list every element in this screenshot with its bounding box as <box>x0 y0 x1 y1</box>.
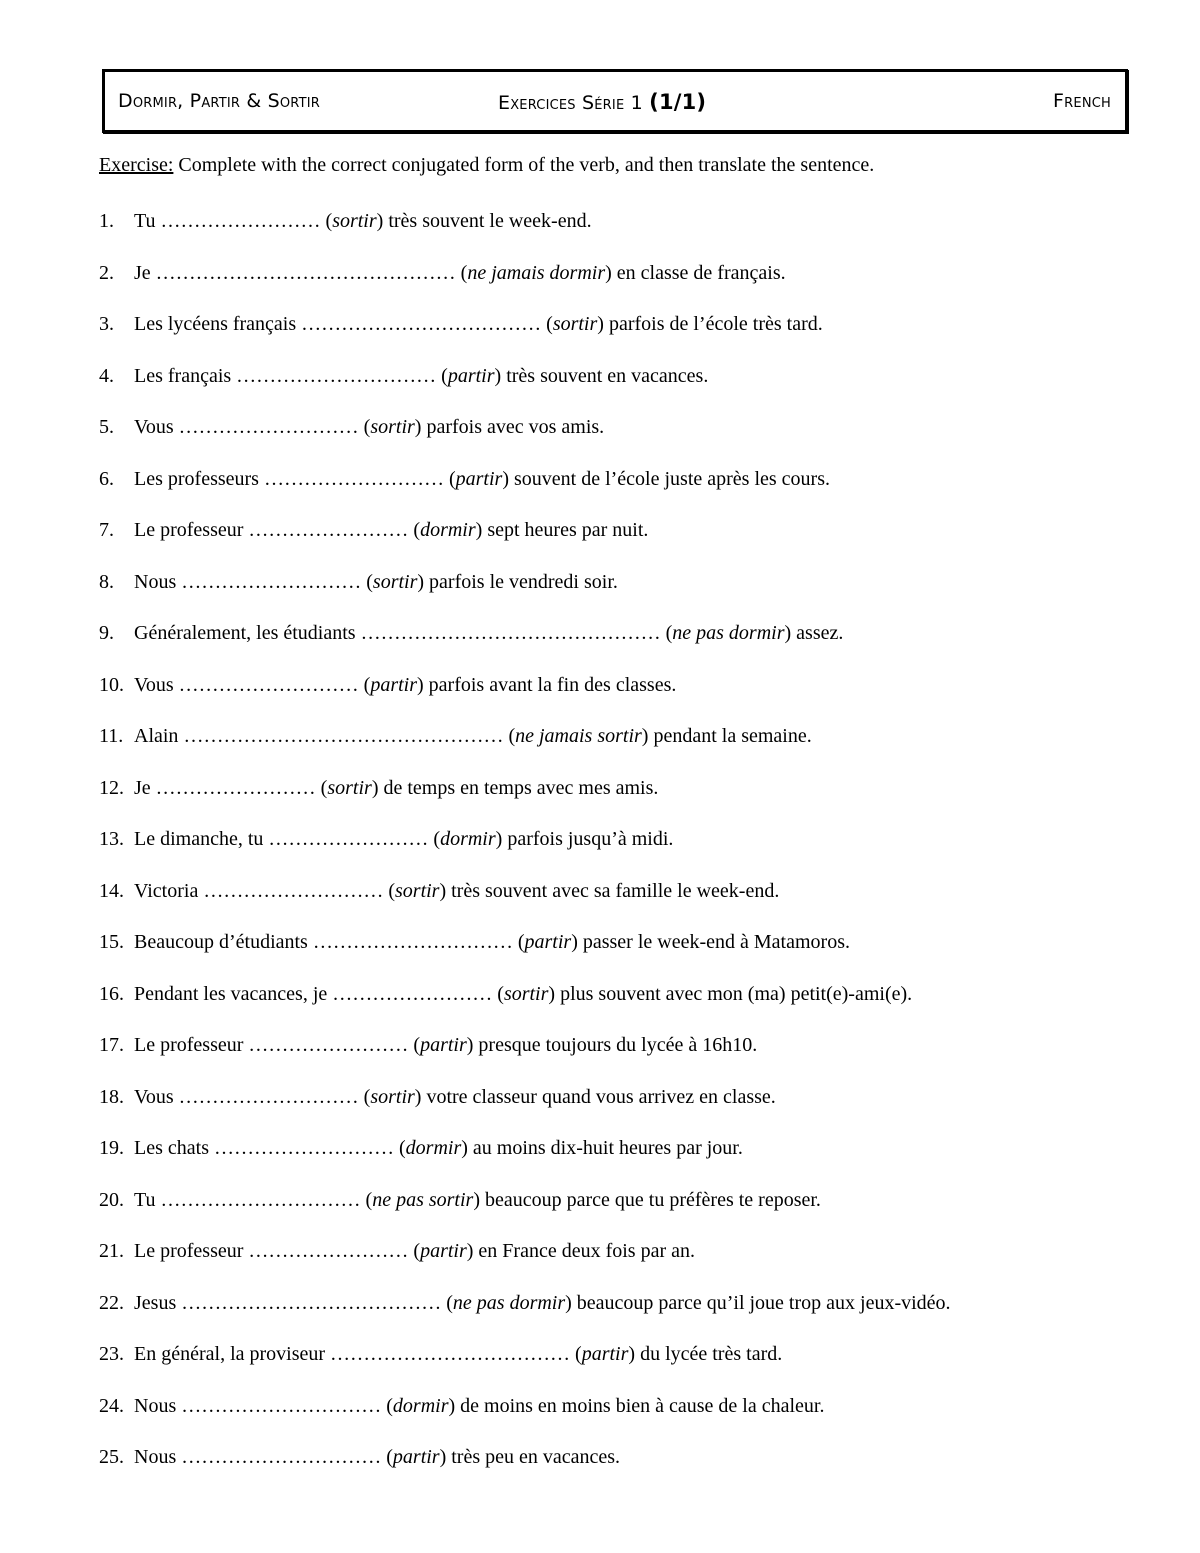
answer-blank[interactable]: ……………………… <box>178 673 364 696</box>
exercise-subject: Les chats <box>134 1137 214 1159</box>
answer-blank[interactable]: ………………………… <box>181 1394 387 1417</box>
exercise-number: 11. <box>99 725 124 747</box>
exercise-item: 8. Nous ……………………… (sortir) parfois le vendredi soir. <box>99 570 618 593</box>
answer-blank[interactable]: ……………………… <box>203 879 389 902</box>
instructions <box>99 154 874 177</box>
exercise-item: 1. Tu …………………… (sortir) très souvent le week-end. <box>99 210 592 232</box>
exercise-subject: Pendant les vacances, je <box>134 982 333 1005</box>
exercise-subject: Le professeur <box>134 1034 249 1056</box>
exercise-rest: ) beaucoup parce que tu préfères te reposer. <box>473 1188 821 1211</box>
exercise-number: 22. <box>99 1291 124 1314</box>
exercise-subject: Les français <box>134 364 237 387</box>
exercise-number: 6. <box>99 467 114 490</box>
exercise-subject: Alain <box>134 725 184 747</box>
exercise-number: 19. <box>99 1137 124 1159</box>
exercise-number: 10. <box>99 673 124 696</box>
worksheet-header <box>102 69 1128 133</box>
header-page-number: (1/1) <box>649 90 707 114</box>
verb-infinitive: partir <box>420 1240 467 1262</box>
exercise-rest: ) parfois jusqu’à midi. <box>495 828 674 850</box>
verb-infinitive: sortir <box>332 210 377 232</box>
verb-infinitive: dormir <box>420 519 476 541</box>
verb-infinitive: ne jamais dormir <box>467 261 606 284</box>
verb-infinitive: dormir <box>392 1394 449 1417</box>
exercise-item: 16. Pendant les vacances, je …………………… (sortir) plus souvent avec mon (ma) petit(e)-ami(e). <box>99 982 913 1005</box>
exercise-item: 20. Tu ………………………… (ne pas sortir) beaucoup parce que tu préfères te reposer. <box>99 1188 821 1211</box>
answer-blank[interactable]: ………………………… <box>236 364 442 387</box>
exercise-number: 3. <box>99 313 114 335</box>
exercise-rest: ) parfois avant la fin des classes. <box>417 673 677 696</box>
exercise-number: 24. <box>99 1394 124 1417</box>
header-topic: Dormir, Partir & Sortir <box>118 90 320 112</box>
exercise-rest: ) pendant la semaine. <box>641 725 812 747</box>
verb-infinitive: sortir <box>372 570 418 593</box>
exercise-subject: Généralement, les étudiants <box>134 622 361 644</box>
exercise-subject: Les lycéens français <box>134 313 302 335</box>
answer-blank[interactable]: ………………………………………… <box>183 725 509 747</box>
exercise-rest: ) votre classeur quand vous arrivez en classe. <box>414 1085 776 1108</box>
exercise-subject: Jesus <box>134 1291 182 1314</box>
exercise-item: 17. Le professeur …………………… (partir) presque toujours du lycée à 16h10. <box>99 1034 758 1056</box>
exercise-subject: Les professeurs <box>134 467 264 490</box>
exercise-subject: Nous <box>134 570 182 593</box>
exercise-rest: ) passer le week-end à Matamoros. <box>571 931 850 953</box>
answer-blank[interactable]: …………………… <box>332 982 498 1005</box>
verb-infinitive: partir <box>581 1343 629 1365</box>
verb-infinitive: ne pas sortir <box>372 1188 474 1211</box>
exercise-item: 9. Généralement, les étudiants ……………………………………… (ne pas dormir) assez. <box>99 622 844 644</box>
verb-infinitive: partir <box>455 467 503 490</box>
exercise-number: 20. <box>99 1188 124 1211</box>
answer-blank[interactable]: ………………………… <box>160 1188 366 1211</box>
answer-blank[interactable]: …………………… <box>248 519 414 541</box>
exercise-subject: Je <box>134 261 156 284</box>
exercise-rest: ) plus souvent avec mon (ma) petit(e)-ami(e). <box>548 982 913 1005</box>
exercise-subject: Victoria <box>134 879 204 902</box>
exercise-item: 10. Vous ……………………… (partir) parfois avant la fin des classes. <box>99 673 677 696</box>
exercise-rest: ) très souvent le week-end. <box>376 210 592 232</box>
exercise-rest: ) en classe de français. <box>605 261 786 284</box>
exercise-number: 4. <box>99 364 114 387</box>
exercise-list <box>99 208 951 1496</box>
answer-blank[interactable]: ……………………………… <box>330 1343 576 1365</box>
answer-blank[interactable]: ……………………… <box>263 467 449 490</box>
exercise-rest: ) beaucoup parce qu’il joue trop aux jeux-vidéo. <box>565 1291 951 1314</box>
exercise-item: 15. Beaucoup d’étudiants ………………………… (partir) passer le week-end à Matamoros. <box>99 931 850 953</box>
verb-infinitive: dormir <box>440 828 496 850</box>
answer-blank[interactable]: ……………………………………… <box>360 622 666 644</box>
exercise-rest: ) assez. <box>784 622 844 644</box>
exercise-subject: Le professeur <box>134 1240 249 1262</box>
verb-infinitive: partir <box>524 931 572 953</box>
exercise-item: 5. Vous ……………………… (sortir) parfois avec vos amis. <box>99 416 605 438</box>
exercise-subject: Tu <box>134 210 161 232</box>
exercise-rest: ) très souvent avec sa famille le week-end. <box>439 879 780 902</box>
exercise-rest: ) très souvent en vacances. <box>494 364 709 387</box>
exercise-rest: ) parfois de l’école très tard. <box>597 313 823 335</box>
answer-blank[interactable]: ………………………………… <box>181 1291 447 1314</box>
exercise-item: 12. Je …………………… (sortir) de temps en temps avec mes amis. <box>99 776 659 799</box>
exercise-item: 21. Le professeur …………………… (partir) en France deux fois par an. <box>99 1240 696 1262</box>
exercise-rest: ) en France deux fois par an. <box>466 1240 696 1262</box>
exercise-number: 8. <box>99 570 114 593</box>
answer-blank[interactable]: ……………………………………… <box>155 261 461 284</box>
verb-infinitive: ne pas dormir <box>452 1291 566 1314</box>
header-series-text: Exercices Série 1 <box>498 92 643 114</box>
exercise-number: 1. <box>99 210 114 232</box>
answer-blank[interactable]: …………………… <box>248 1240 414 1262</box>
instructions-text: Complete with the correct conjugated form of the verb, and then translate the sentence. <box>173 154 875 176</box>
exercise-rest: ) de moins en moins bien à cause de la chaleur. <box>448 1394 825 1417</box>
exercise-subject: Tu <box>134 1188 161 1211</box>
exercise-rest: ) de temps en temps avec mes amis. <box>371 776 659 799</box>
exercise-number: 12. <box>99 776 124 799</box>
exercise-item: 22. Jesus ………………………………… (ne pas dormir) beaucoup parce qu’il joue trop aux jeux-vidéo. <box>99 1291 951 1314</box>
exercise-number: 25. <box>99 1446 124 1468</box>
answer-blank[interactable]: …………………… <box>248 1034 414 1056</box>
verb-infinitive: dormir <box>405 1137 462 1159</box>
exercise-subject: Vous <box>134 416 179 438</box>
exercise-number: 23. <box>99 1343 124 1365</box>
exercise-item: 4. Les français ………………………… (partir) très souvent en vacances. <box>99 364 709 387</box>
verb-infinitive: sortir <box>552 313 598 335</box>
verb-infinitive: sortir <box>503 982 549 1005</box>
exercise-subject: Vous <box>134 1085 179 1108</box>
answer-blank[interactable]: …………………… <box>160 210 326 232</box>
answer-blank[interactable]: ………………………… <box>181 1446 387 1468</box>
exercise-number: 2. <box>99 261 114 284</box>
exercise-item: 7. Le professeur …………………… (dormir) sept heures par nuit. <box>99 519 649 541</box>
header-subject: French <box>1053 90 1111 112</box>
verb-infinitive: partir <box>370 673 418 696</box>
exercise-item: 14. Victoria ……………………… (sortir) très souvent avec sa famille le week-end. <box>99 879 780 902</box>
header-series <box>498 90 706 114</box>
exercise-subject: Je <box>134 776 156 799</box>
answer-blank[interactable]: ………………………… <box>312 931 518 953</box>
exercise-rest: ) au moins dix-huit heures par jour. <box>461 1137 743 1159</box>
verb-infinitive: sortir <box>327 776 372 799</box>
exercise-item: 6. Les professeurs ……………………… (partir) souvent de l’école juste après les cours. <box>99 467 830 490</box>
answer-blank[interactable]: ……………………… <box>178 416 364 438</box>
exercise-number: 21. <box>99 1240 124 1262</box>
verb-infinitive: partir <box>420 1034 467 1056</box>
exercise-number: 16. <box>99 982 124 1005</box>
answer-blank[interactable]: …………………… <box>155 776 321 799</box>
exercise-subject: Nous <box>134 1446 182 1468</box>
exercise-item: 18. Vous ……………………… (sortir) votre classeur quand vous arrivez en classe. <box>99 1085 776 1108</box>
exercise-subject: Vous <box>134 673 179 696</box>
exercise-number: 15. <box>99 931 124 953</box>
exercise-item: 25. Nous ………………………… (partir) très peu en vacances. <box>99 1446 621 1468</box>
exercise-number: 13. <box>99 828 124 850</box>
answer-blank[interactable]: ……………………… <box>178 1085 364 1108</box>
exercise-item: 13. Le dimanche, tu …………………… (dormir) parfois jusqu’à midi. <box>99 828 674 850</box>
exercise-number: 14. <box>99 879 124 902</box>
exercise-subject: Nous <box>134 1394 182 1417</box>
exercise-rest: ) sept heures par nuit. <box>475 519 649 541</box>
exercise-rest: ) presque toujours du lycée à 16h10. <box>466 1034 758 1056</box>
answer-blank[interactable]: …………………… <box>268 828 434 850</box>
exercise-rest: ) du lycée très tard. <box>628 1343 783 1365</box>
exercise-number: 17. <box>99 1034 124 1056</box>
exercise-item: 23. En général, la proviseur ……………………………… (partir) du lycée très tard. <box>99 1343 783 1365</box>
exercise-subject: En général, la proviseur <box>134 1343 331 1365</box>
verb-infinitive: sortir <box>395 879 440 902</box>
verb-infinitive: sortir <box>370 416 415 438</box>
answer-blank[interactable]: ……………………… <box>181 570 367 593</box>
exercise-rest: ) souvent de l’école juste après les cours. <box>502 467 830 490</box>
exercise-rest: ) très peu en vacances. <box>439 1446 621 1468</box>
exercise-rest: ) parfois avec vos amis. <box>414 416 605 438</box>
exercise-subject: Beaucoup d’étudiants <box>134 931 313 953</box>
exercise-item: 2. Je ……………………………………… (ne jamais dormir) en classe de français. <box>99 261 786 284</box>
answer-blank[interactable]: ……………………………… <box>301 313 547 335</box>
exercise-subject: Le dimanche, tu <box>134 828 269 850</box>
verb-infinitive: ne pas dormir <box>672 622 785 644</box>
exercise-item: 19. Les chats ……………………… (dormir) au moins dix-huit heures par jour. <box>99 1137 743 1159</box>
verb-infinitive: ne jamais sortir <box>515 725 642 747</box>
exercise-number: 9. <box>99 622 114 644</box>
exercise-number: 5. <box>99 416 114 438</box>
exercise-number: 18. <box>99 1085 124 1108</box>
exercise-number: 7. <box>99 519 114 541</box>
verb-infinitive: partir <box>447 364 495 387</box>
instructions-label: Exercise: <box>99 154 174 176</box>
answer-blank[interactable]: ……………………… <box>213 1137 399 1159</box>
exercise-subject: Le professeur <box>134 519 249 541</box>
verb-infinitive: sortir <box>370 1085 415 1108</box>
verb-infinitive: partir <box>392 1446 440 1468</box>
exercise-item: 11. Alain ………………………………………… (ne jamais sortir) pendant la semaine. <box>99 725 812 747</box>
exercise-item: 24. Nous ………………………… (dormir) de moins en moins bien à cause de la chaleur. <box>99 1394 825 1417</box>
exercise-rest: ) parfois le vendredi soir. <box>417 570 618 593</box>
exercise-item: 3. Les lycéens français ……………………………… (sortir) parfois de l’école très tard. <box>99 313 823 335</box>
